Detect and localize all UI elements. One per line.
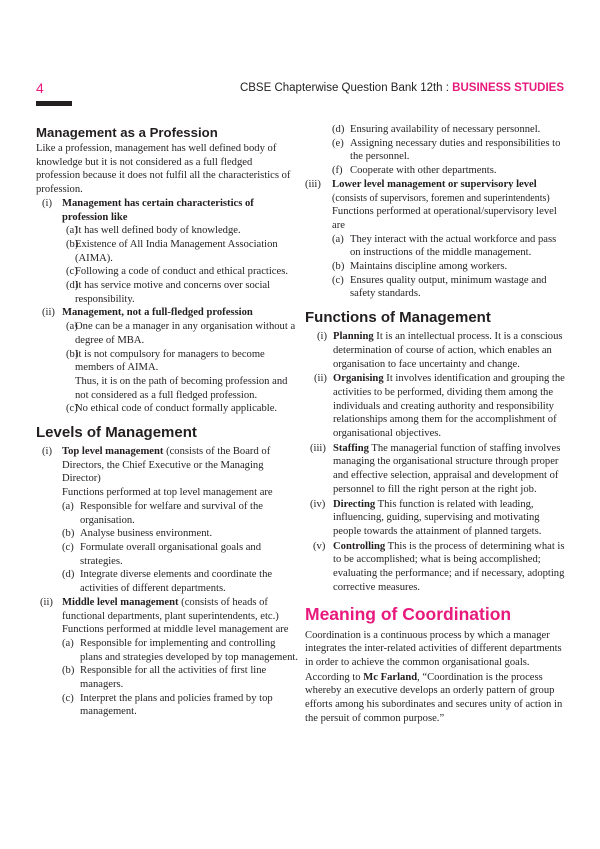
list-item: (b) Responsible for all the activities of first line managers. xyxy=(62,665,267,691)
left-column xyxy=(36,124,298,719)
list-item: (a) They interact with the actual workforce and pass on instructions of the middle management. xyxy=(332,233,557,259)
list-item: (ii) Middle level management (consists of heads of functional departments, plant superintendents, etc.) xyxy=(40,596,279,622)
list-item: (c) Following a code of conduct and ethical practices. xyxy=(66,266,288,278)
list-marker: (i) xyxy=(42,446,52,458)
subheading: Management has certain characteristics of profession like xyxy=(62,197,254,223)
section-heading-functions: Functions of Management xyxy=(305,309,491,327)
list-item: (b) Maintains discipline among workers. xyxy=(332,261,508,273)
coordination-quote: According to Mc Farland, “Coordination is the process whereby an executive develops an orderly pattern of group efforts among his subordinates and secures unity of action in the persuit of common purpose.” xyxy=(305,671,563,724)
running-subject: BUSINESS STUDIES xyxy=(452,82,564,94)
note-text: Thus, it is on the path of becoming profession and not considered as a full fledged profession. xyxy=(75,375,288,401)
list-item: (d) Ensuring availability of necessary personnel. xyxy=(332,124,541,135)
lead-text: Functions performed at middle level management are xyxy=(62,624,289,636)
list-item: (c) Ensures quality output, minimum wastage and safety standards. xyxy=(332,274,547,300)
list-item: (b) Existence of All India Management Association (AIMA). xyxy=(66,238,278,264)
list-item: (a) It has well defined body of knowledge. xyxy=(66,225,241,237)
list-item: (a) One can be a manager in any organisation without a degree of MBA. xyxy=(66,321,296,346)
subheading: Top level management xyxy=(62,446,164,458)
function-item-planning: (i) Planning It is an intellectual process. It is a conscious determination of course of action, which enables an organisation to face uncertainty and change. xyxy=(317,331,563,370)
lower-level-desc: (consists of supervisors, foremen and superintendents) xyxy=(332,192,550,204)
subheading: Management, not a full-fledged profession xyxy=(62,307,253,319)
section-heading-coordination: Meaning of Coordination xyxy=(305,603,512,624)
list-item: (a) Responsible for implementing and controlling plans and strategies developed by top management. xyxy=(62,637,298,663)
list-item: (f) Cooperate with other departments. xyxy=(332,165,497,177)
list-item: (b) Analyse business environment. xyxy=(62,528,213,540)
list-item xyxy=(305,178,565,192)
page-header xyxy=(36,80,564,104)
page-number-bar xyxy=(36,101,72,106)
list-item xyxy=(36,197,298,224)
list-item: (c) No ethical code of conduct formally applicable. xyxy=(66,403,278,415)
list-item: (d) Integrate diverse elements and coordinate the activities of different departments. xyxy=(62,569,273,595)
list-marker: (iii) xyxy=(305,178,321,190)
list-marker: (ii) xyxy=(42,307,55,319)
section-heading-profession: Management as a Profession xyxy=(36,125,218,140)
running-header xyxy=(240,82,564,94)
running-title: CBSE Chapterwise Question Bank 12th : xyxy=(239,82,453,94)
function-item-staffing: (iii) Staffing The managerial function of staffing involves managing the organisational structure through proper and effective selection, appraisal and development of personnel to fill the right person at the right job. xyxy=(310,442,561,495)
list-item: (e) Assigning necessary duties and responsibilities to the personnel. xyxy=(332,137,561,163)
subheading: Middle level management xyxy=(62,596,179,608)
list-item: (b) It is not compulsory for managers to become members of AIMA. xyxy=(66,348,265,374)
list-item xyxy=(36,306,298,320)
page-number: 4 xyxy=(36,80,44,96)
lead-text: Functions performed at top level management are xyxy=(62,487,273,499)
list-item: (a) Responsible for welfare and survival of the organisation. xyxy=(62,500,263,526)
coordination-para: Coordination is a continuous process by which a manager integrates the inter-related activities of different departments in order to achieve the common organisational goals. xyxy=(305,629,562,668)
subheading: Lower level management or supervisory level xyxy=(332,178,537,190)
function-item-directing: (iv) Directing This function is related with leading, influencing, guiding, supervising and motivating people towards the attainment of planned targets. xyxy=(310,498,542,537)
list-item: (i) Top level management (consists of the Board of Directors, the Chief Executive or the Managing Director) xyxy=(42,446,271,485)
list-item: (c) Interpret the plans and policies framed by top management. xyxy=(62,692,273,718)
list-item: (c) Formulate overall organisational goals and strategies. xyxy=(62,541,262,567)
lead-text: Functions performed at operational/supervisory level are xyxy=(332,206,557,231)
profession-intro: Like a profession, management has well defined body of knowledge but it is not considered as a full fledged profession because it does not fulfil all the characteristics of profession. xyxy=(36,143,291,196)
function-item-controlling: (v) Controlling This is the process of determining what is to be accomplished; what is being accomplished; evaluating the performance; and if necessary, adopting corrective measures. xyxy=(313,540,565,593)
function-item-organising: (ii) Organising It involves identification and grouping the activities to be performed, dividing them among the individuals and creating authority and responsibility relationships among them for the accomplishment of organisational objectives. xyxy=(314,373,565,440)
section-heading-levels: Levels of Management xyxy=(36,424,197,442)
list-marker: (i) xyxy=(42,197,52,209)
right-column xyxy=(305,123,565,725)
list-item: (d) It has service motive and concerns over social responsibility. xyxy=(66,280,271,305)
list-marker: (ii) xyxy=(40,596,53,608)
